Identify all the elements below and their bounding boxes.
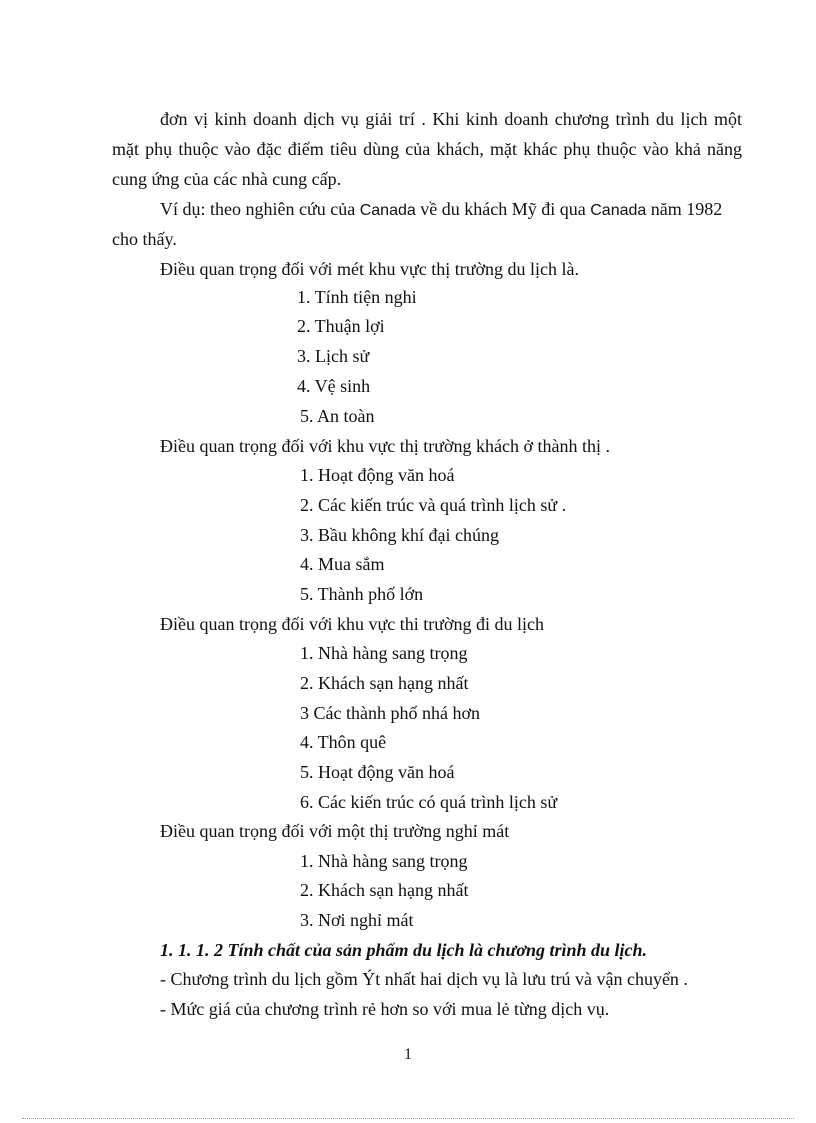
bullet-line-2: - Mức giá của chương trình rẻ hơn so với mua lẻ từng dịch vụ. [160,999,610,1019]
example-line-2: cho thấy. [112,229,177,249]
page-number: 1 [404,1046,412,1063]
list-item: 1. Hoạt động văn hoá [300,465,455,485]
example-canada-1: Canada [359,202,416,219]
group-title: Điều quan trọng đối với mét khu vực thị trường du lịch là. [160,259,579,279]
group-title: Điều quan trọng đối với khu vực thi trường đi du lịch [160,614,545,634]
list-item: 1. Nhà hàng sang trọng [300,851,468,871]
list-item: 3. Bầu không khí đại chúng [300,525,499,545]
list-item: 3. Lịch sử [297,346,370,366]
list-item: 3. Nơi nghỉ mát [300,910,414,930]
example-text-3: năm 1982 [646,199,723,219]
example-line-1 [160,198,722,222]
list-item: 2. Khách sạn hạng nhất [300,880,469,900]
list-item: 4. Thôn quê [300,732,387,752]
list-item: 1. Tính tiện nghi [297,287,417,307]
example-text-2: về du khách Mỹ đi qua [415,199,591,219]
list-item: 2. Thuận lợi [297,316,385,336]
list-item: 2. Khách sạn hạng nhất [300,673,469,693]
list-item: 1. Nhà hàng sang trọng [300,643,468,663]
list-item: 2. Các kiến trúc và quá trình lịch sử . [300,495,567,515]
intro-line-2: mặt phụ thuộc vào đặc điểm tiêu dùng của khách, mặt khác phụ thuộc vào khả năng [112,139,742,159]
list-item: 3 Các thành phố nhá hơn [300,703,480,723]
footer-divider [22,1118,794,1119]
list-item: 5. Hoạt động văn hoá [300,762,455,782]
group-title: Điều quan trọng đối với khu vực thị trường khách ở thành thị . [160,436,610,456]
list-item: 4. Vệ sinh [297,376,371,396]
list-item: 6. Các kiến trúc có quá trình lịch sử [300,792,558,812]
list-item: 5. An toàn [300,406,375,426]
list-item: 4. Mua sắm [300,554,385,574]
section-heading: 1. 1. 1. 2 Tính chất của sản phẩm du lịch là chương trình du lịch. [160,940,648,960]
example-text-1: Ví dụ: theo nghiên cứu của [160,199,360,219]
bullet-line-1: - Chương trình du lịch gồm Ýt nhất hai dịch vụ là lưu trú và vận chuyển . [160,969,688,989]
intro-line-1: đơn vị kinh doanh dịch vụ giải trí . Khi kinh doanh chương trình du lịch một [160,109,742,129]
intro-line-3: cung ứng của các nhà cung cấp. [112,169,342,189]
list-item: 5. Thành phố lớn [300,584,424,604]
example-canada-2: Canada [590,202,647,219]
group-title: Điều quan trọng đối với một thị trường nghỉ mát [160,821,510,841]
